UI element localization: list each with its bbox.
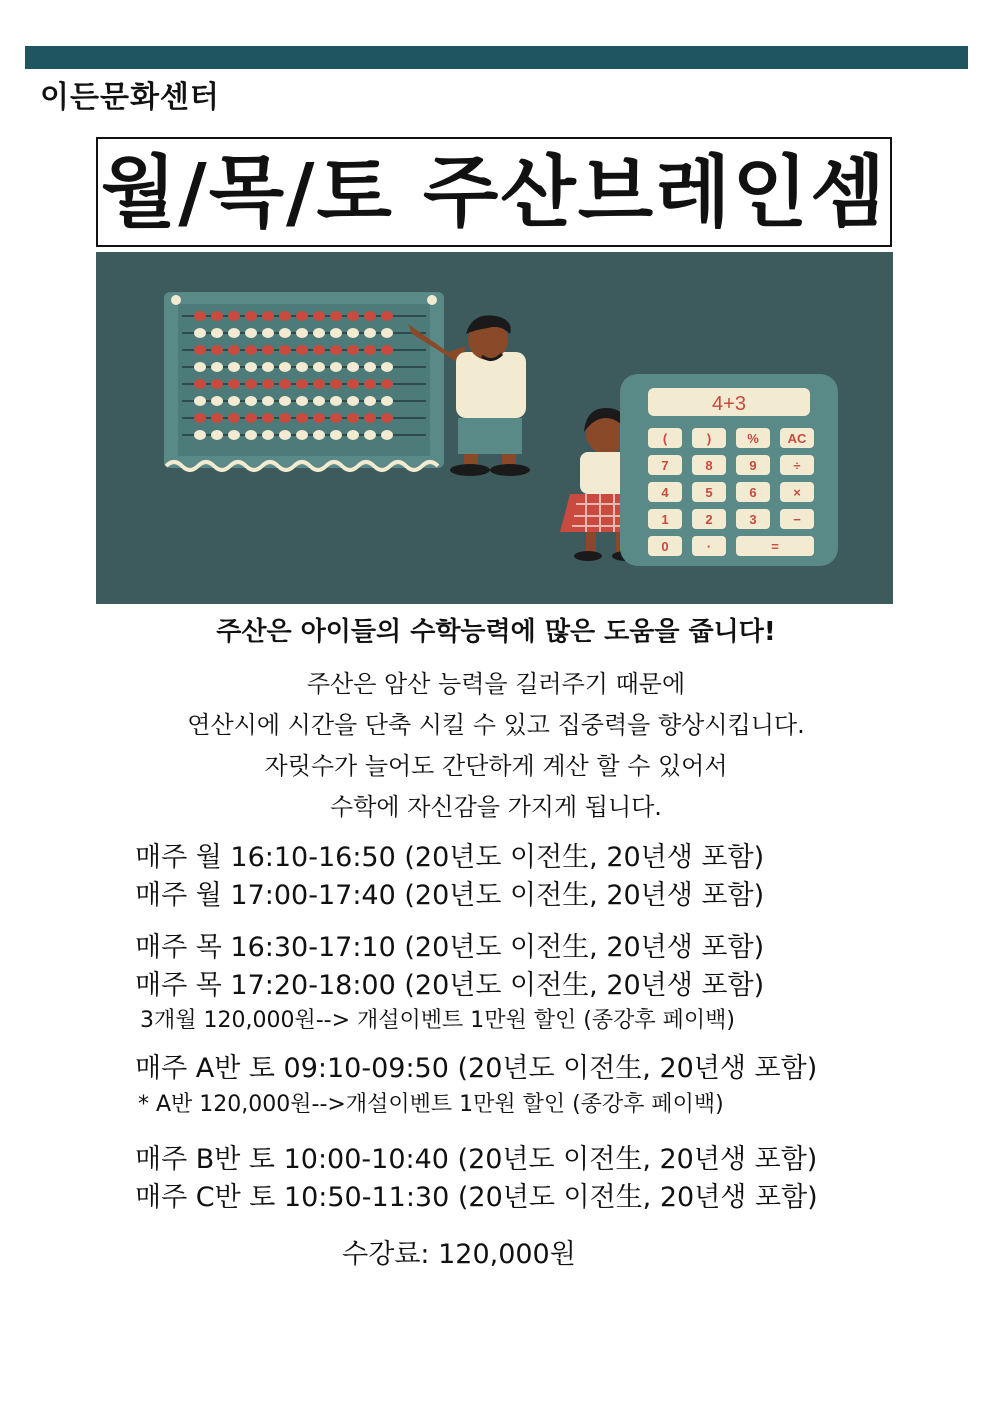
abacus-bead — [262, 413, 274, 423]
abacus-bead — [364, 362, 376, 372]
abacus-bead — [347, 328, 359, 338]
abacus-bead — [347, 413, 359, 423]
abacus-bead — [262, 345, 274, 355]
abacus-bead — [262, 430, 274, 440]
abacus-bead — [296, 345, 308, 355]
abacus-bead — [279, 311, 291, 321]
abacus-bead — [262, 311, 274, 321]
abacus-bead — [381, 362, 393, 372]
abacus-bead — [211, 345, 223, 355]
abacus-bead — [262, 379, 274, 389]
abacus-bead — [296, 413, 308, 423]
abacus-bead — [381, 430, 393, 440]
abacus-bead — [279, 430, 291, 440]
abacus-bead — [330, 379, 342, 389]
abacus-bead — [262, 328, 274, 338]
intro-line: 수학에 자신감을 가지게 됩니다. — [330, 793, 662, 821]
abacus-bead — [330, 362, 342, 372]
calculator-key-label: 3 — [749, 512, 757, 527]
header-bar — [25, 46, 968, 69]
abacus-bead — [364, 430, 376, 440]
calculator-key-label: 8 — [705, 458, 713, 473]
calculator-key-label: − — [793, 512, 801, 527]
abacus-bead — [194, 362, 206, 372]
intro-text — [0, 664, 992, 828]
calculator-key-label: = — [771, 539, 779, 554]
abacus-bead — [381, 345, 393, 355]
calculator-key-label: 1 — [661, 512, 669, 527]
calculator-icon — [620, 374, 838, 566]
abacus-bead — [211, 430, 223, 440]
abacus-bead — [364, 413, 376, 423]
intro-line: 연산시에 시간을 단축 시킬 수 있고 집중력을 향상시킵니다. — [187, 711, 805, 739]
abacus-bead — [194, 379, 206, 389]
calculator-key-label: 5 — [705, 485, 713, 500]
schedule-thu-1: 매주 목 16:30-17:10 (20년도 이전生, 20년생 포함) — [135, 932, 765, 963]
org-name: 이든문화센터 — [40, 80, 220, 115]
abacus-bead — [228, 362, 240, 372]
abacus-bead — [228, 379, 240, 389]
schedule-thu-2: 매주 목 17:20-18:00 (20년도 이전生, 20년생 포함) — [135, 970, 765, 1001]
calculator-key-label: ÷ — [793, 458, 801, 473]
calculator-key-label: ( — [662, 431, 668, 446]
calculator-key-label: 9 — [749, 458, 757, 473]
abacus-bead — [330, 413, 342, 423]
headline: 주산은 아이들의 수학능력에 많은 도움을 줍니다! — [216, 617, 776, 647]
abacus-bead — [296, 430, 308, 440]
abacus-bead — [296, 311, 308, 321]
schedule-mon-2: 매주 월 17:00-17:40 (20년도 이전生, 20년생 포함) — [135, 880, 765, 911]
calculator-key-label: 4 — [661, 485, 669, 500]
abacus-bead — [381, 311, 393, 321]
abacus-bead — [364, 379, 376, 389]
abacus-bead — [194, 328, 206, 338]
abacus-bead — [296, 396, 308, 406]
abacus-bead — [194, 413, 206, 423]
abacus-bead — [313, 311, 325, 321]
abacus-bead — [228, 328, 240, 338]
abacus-bead — [381, 413, 393, 423]
abacus-bead — [211, 362, 223, 372]
abacus-bead — [245, 311, 257, 321]
intro-line: 주산은 암산 능력을 길러주기 때문에 — [306, 670, 686, 698]
abacus-bead — [330, 328, 342, 338]
abacus-bead — [347, 311, 359, 321]
abacus-bead — [262, 396, 274, 406]
abacus-bead — [330, 396, 342, 406]
abacus-bead — [279, 345, 291, 355]
abacus-bead — [211, 328, 223, 338]
abacus-bead — [279, 328, 291, 338]
abacus-bead — [364, 328, 376, 338]
abacus-bead — [381, 396, 393, 406]
abacus-bead — [211, 379, 223, 389]
abacus-bead — [313, 430, 325, 440]
abacus-bead — [211, 311, 223, 321]
abacus-bead — [330, 311, 342, 321]
abacus-bead — [296, 362, 308, 372]
schedule-mon-1: 매주 월 16:10-16:50 (20년도 이전生, 20년생 포함) — [135, 842, 765, 873]
abacus-bead — [279, 413, 291, 423]
abacus-bead — [228, 345, 240, 355]
calculator-key-label: ) — [706, 431, 712, 446]
abacus-bead — [347, 379, 359, 389]
abacus-bead — [347, 362, 359, 372]
schedule-sat-c: 매주 C반 토 10:50-11:30 (20년도 이전生, 20년생 포함) — [135, 1182, 818, 1213]
abacus-bead — [313, 396, 325, 406]
calculator-key-label: 0 — [661, 539, 669, 554]
abacus-calculator-illustration — [96, 252, 893, 604]
abacus-bead — [245, 430, 257, 440]
calculator-key-label: × — [793, 485, 801, 500]
tuition-fee: 수강료: 120,000원 — [342, 1239, 576, 1270]
abacus-bead — [245, 413, 257, 423]
abacus-bead — [347, 430, 359, 440]
calculator-key-label: · — [706, 539, 712, 554]
abacus-bead — [245, 345, 257, 355]
abacus-bead — [245, 328, 257, 338]
abacus-bead — [279, 362, 291, 372]
abacus-bead — [364, 396, 376, 406]
abacus-bead — [194, 396, 206, 406]
abacus-bead — [364, 311, 376, 321]
abacus-bead — [296, 379, 308, 389]
schedule-sat-a: 매주 A반 토 09:10-09:50 (20년도 이전生, 20년생 포함) — [135, 1053, 818, 1084]
abacus-bead — [313, 328, 325, 338]
calculator-key-label: AC — [787, 431, 807, 446]
abacus-bead — [211, 396, 223, 406]
abacus-bead — [279, 396, 291, 406]
illustration-svg — [96, 252, 893, 604]
abacus-bead — [313, 379, 325, 389]
calculator-key-label: 6 — [749, 485, 757, 500]
abacus-bead — [245, 379, 257, 389]
calculator-key-label: 2 — [705, 512, 713, 527]
note-a-class: * A반 120,000원-->개설이벤트 1만원 할인 (종강후 페이백) — [138, 1092, 724, 1117]
abacus-bead — [279, 379, 291, 389]
abacus-bead — [228, 430, 240, 440]
abacus-bead — [347, 345, 359, 355]
abacus-bead — [262, 362, 274, 372]
abacus-bead — [381, 328, 393, 338]
intro-line: 자릿수가 늘어도 간단하게 계산 할 수 있어서 — [264, 752, 728, 780]
abacus-bead — [245, 396, 257, 406]
abacus-bead — [330, 345, 342, 355]
abacus-bead — [330, 430, 342, 440]
abacus-bead — [245, 362, 257, 372]
calculator-display: 4+3 — [712, 393, 746, 415]
abacus-bead — [211, 413, 223, 423]
abacus-bead — [228, 311, 240, 321]
abacus-bead — [194, 345, 206, 355]
abacus-bead — [313, 345, 325, 355]
abacus-icon — [164, 292, 444, 470]
abacus-bead — [228, 413, 240, 423]
note-3month: 3개월 120,000원--> 개설이벤트 1만원 할인 (종강후 페이백) — [140, 1008, 735, 1033]
abacus-bead — [347, 396, 359, 406]
abacus-bead — [194, 311, 206, 321]
abacus-bead — [296, 328, 308, 338]
abacus-bead — [313, 413, 325, 423]
abacus-bead — [381, 379, 393, 389]
abacus-bead — [364, 345, 376, 355]
schedule-sat-b: 매주 B반 토 10:00-10:40 (20년도 이전生, 20년생 포함) — [135, 1144, 818, 1175]
calculator-key-label: 7 — [661, 458, 669, 473]
calculator-key-label: % — [747, 431, 759, 446]
page-title: 월/목/토 주산브레인셈 — [96, 137, 892, 247]
abacus-bead — [313, 362, 325, 372]
abacus-bead — [194, 430, 206, 440]
abacus-bead — [228, 396, 240, 406]
